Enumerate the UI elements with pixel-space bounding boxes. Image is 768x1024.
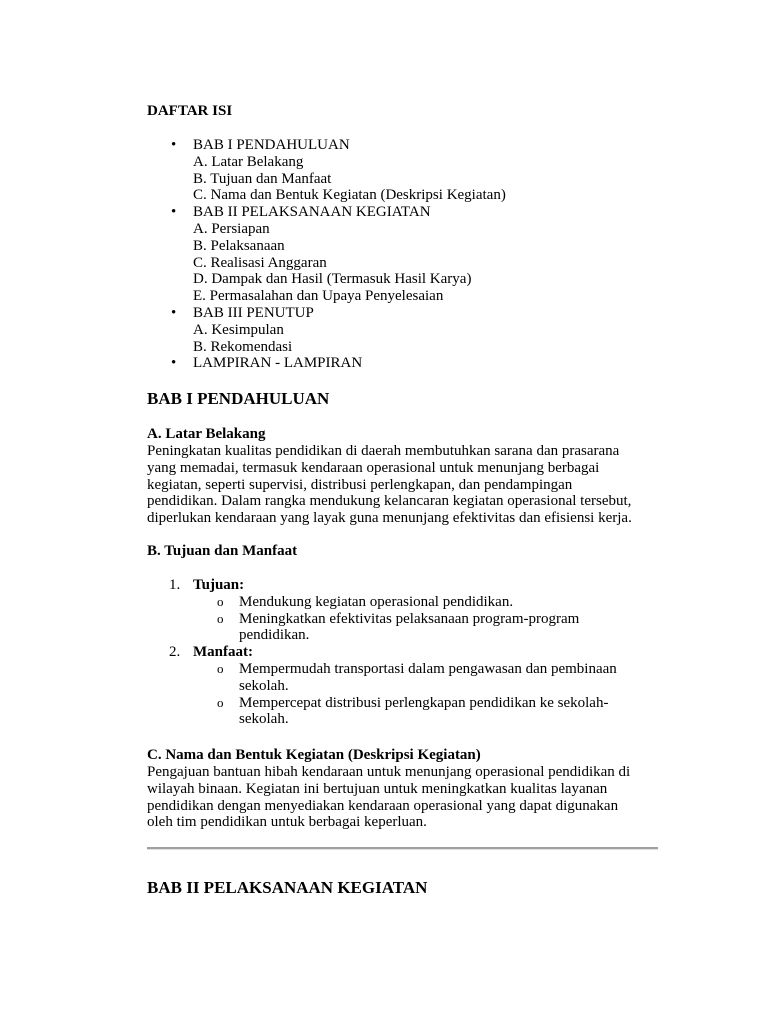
- latar-belakang-heading: A. Latar Belakang: [147, 426, 266, 442]
- toc-line: B. Tujuan dan Manfaat: [193, 170, 332, 187]
- paragraph-line: yang memadai, termasuk kendaraan operasional untuk menunjang berbagai: [147, 459, 600, 476]
- toc-section: [147, 137, 506, 204]
- toc-line: A. Persiapan: [193, 220, 270, 237]
- list-number: 1.: [169, 577, 181, 593]
- sub-item-line: sekolah.: [239, 711, 289, 728]
- toc-line: B. Rekomendasi: [193, 338, 293, 355]
- toc-line: A. Kesimpulan: [193, 321, 284, 338]
- sub-item-line: sekolah.: [239, 677, 289, 694]
- sub-list-item: [193, 661, 617, 695]
- paragraph-line: Pengajuan bantuan hibah kendaraan untuk menunjang operasional pendidikan di: [147, 764, 631, 780]
- toc-line: E. Permasalahan dan Upaya Penyelesaian: [193, 288, 444, 305]
- paragraph-line: kegiatan, seperti supervisi, distribusi perlengkapan, dan pendampingan: [147, 476, 573, 493]
- toc-section: [147, 305, 506, 355]
- paragraph-line: oleh tim pendidikan untuk berbagai keperluan.: [147, 814, 427, 831]
- sub-item-line: o Meningkatkan efektivitas pelaksanaan program-program: [239, 610, 580, 627]
- toc-title: DAFTAR ISI: [147, 103, 233, 119]
- sub-list-item: [193, 695, 617, 729]
- toc-section: [147, 355, 506, 372]
- toc-line: • BAB II PELAKSANAAN KEGIATAN: [193, 204, 431, 221]
- sub-item-line: o Mempermudah transportasi dalam pengawasan dan pembinaan: [239, 660, 617, 677]
- nama-bentuk-paragraph: [147, 764, 667, 831]
- toc-line: B. Pelaksanaan: [193, 237, 285, 254]
- paragraph-line: pendidikan. Dalam rangka mendukung kelancaran kegiatan operasional tersebut,: [147, 493, 632, 510]
- list-item-title: Manfaat:: [193, 644, 253, 661]
- sub-list-item: [193, 594, 617, 611]
- sub-item-line: o Mendukung kegiatan operasional pendidikan.: [239, 593, 514, 610]
- nama-bentuk-heading: C. Nama dan Bentuk Kegiatan (Deskripsi Kegiatan): [147, 747, 481, 763]
- tujuan-manfaat-list: [147, 577, 617, 728]
- paragraph-line: pendidikan dengan menyediakan kendaraan operasional yang dapat digunakan: [147, 797, 619, 814]
- toc-line: A. Latar Belakang: [193, 153, 304, 170]
- list-item-title: Tujuan:: [193, 577, 245, 593]
- list-item: [147, 644, 617, 728]
- toc-section: [147, 204, 506, 305]
- toc-line: C. Nama dan Bentuk Kegiatan (Deskripsi Kegiatan): [193, 187, 506, 204]
- bab2-heading: BAB II PELAKSANAAN KEGIATAN: [147, 878, 428, 897]
- sub-list: [193, 594, 617, 644]
- bab1-heading: BAB I PENDAHULUAN: [147, 389, 330, 408]
- paragraph-line: wilayah binaan. Kegiatan ini bertujuan untuk meningkatkan kualitas layanan: [147, 780, 608, 797]
- table-of-contents: [147, 137, 506, 372]
- paragraph-line: diperlukan kendaraan yang layak guna menunjang efektivitas dan efisiensi kerja.: [147, 510, 632, 527]
- sub-item-line: o Mempercepat distribusi perlengkapan pendidikan ke sekolah-: [239, 694, 609, 711]
- sub-item-line: pendidikan.: [239, 627, 310, 644]
- toc-line: C. Realisasi Anggaran: [193, 254, 327, 271]
- toc-line: • BAB I PENDAHULUAN: [193, 137, 350, 153]
- list-item: [147, 577, 617, 644]
- paragraph-line: Peningkatan kualitas pendidikan di daerah membutuhkan sarana dan prasarana: [147, 443, 620, 459]
- horizontal-rule: [147, 847, 658, 850]
- toc-line: • BAB III PENUTUP: [193, 304, 314, 321]
- list-number: 2.: [169, 644, 181, 661]
- sub-list: [193, 661, 617, 728]
- toc-line: D. Dampak dan Hasil (Termasuk Hasil Karya): [193, 271, 472, 288]
- tujuan-manfaat-heading: B. Tujuan dan Manfaat: [147, 543, 298, 559]
- latar-belakang-paragraph: [147, 443, 667, 527]
- toc-line: • LAMPIRAN - LAMPIRAN: [193, 355, 363, 372]
- sub-list-item: [193, 611, 617, 645]
